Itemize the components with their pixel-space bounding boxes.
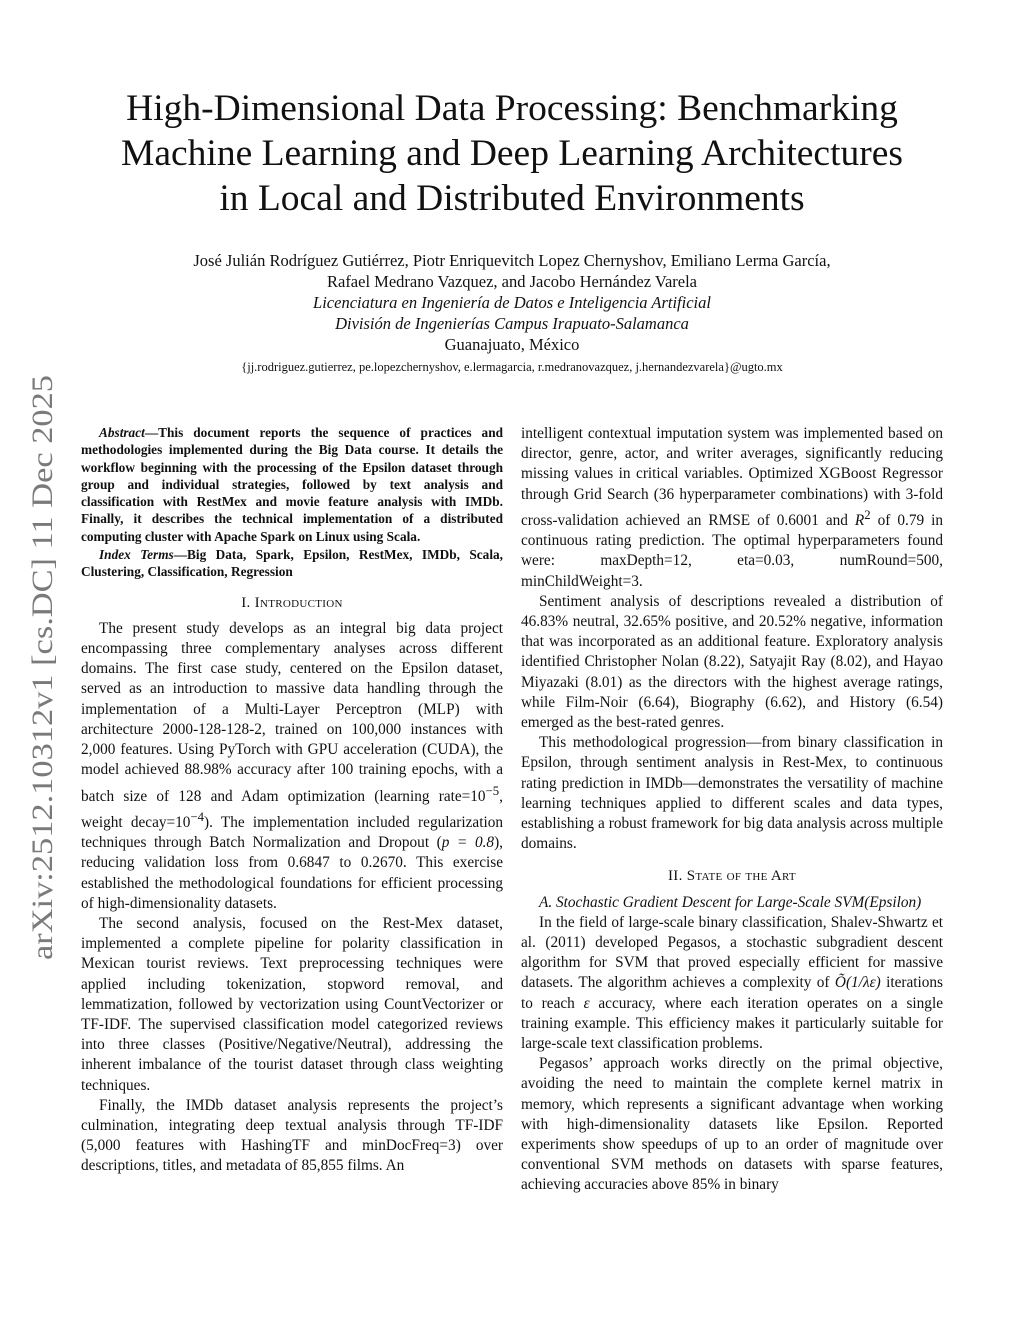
intro-paragraph: Sentiment analysis of descriptions revealed a distribution of 46.83% neutral, 32.65% positive, and 20.52% negative, information that was incorporated as an additional feature. Exploratory analysis identified Christopher Nolan (8.22), Satyajit Ray (8.02), and Hayao Miyazaki (8.01) as the directors with the highest average ratings, while Film-Noir (6.64), Biography (6.62), and History (6.54) emerged as the best-rated genres. [521,592,943,731]
title-line: High-Dimensional Data Processing: Benchmarking [126,88,898,129]
intro-paragraph: The second analysis, focused on the Rest-Mex dataset, implemented a complete pipeline for polarity classification in Mexican tourist reviews. Text preprocessing techniques were applied including tokenization, stopword removal, and lemmatization, followed by vectorization using CountVectorizer or TF-IDF. The supervised classification model categorized reviews into three classes (Positive/Negative/Neutral), addressing the inherent imbalance of the tourist dataset through class weighting techniques. [81,914,503,1094]
section-heading-state-of-the-art: II. State of the Art [668,868,796,885]
title-line: Machine Learning and Deep Learning Architectures [121,133,903,174]
section-heading-introduction: I. Introduction [241,594,343,611]
author-names: Rafael Medrano Vazquez, and Jacobo Hernández Varela [326,272,697,291]
intro-paragraph: This methodological progression—from binary classification in Epsilon, through sentiment analysis in Rest-Mex, to continuous rating prediction in IMDb—demonstrates the versatility of machine learning techniques applied to different scales and data types, establishing a robust framework for big data analysis across multiple domains. [521,734,943,853]
intro-paragraph: The present study develops as an integral big data project encompassing three complementary analyses across different domains. The first case study, centered on the Epsilon dataset, served as an introduction to massive data handling through the implementation of a Multi-Layer Perceptron (MLP) with architecture 2000-128-128-2, trained on 100,000 instances with 2,000 features. Using PyTorch with GPU acceleration (CUDA), the model achieved 88.98% accuracy after 100 training epochs, with a batch size of 128 and Adam optimization (learning $rate=10^{-5}$, weight $decay=10^{-4}$). The implementation included regularization techniques through Batch Normalization and Dropout (p = 0.8), reducing validation loss from 0.6847 to 0.2670. This exercise established the methodological foundations for efficient processing of high-dimensionality datasets. [81,619,503,912]
abstract-text: —This document reports the sequence of practices and methodologies implemented during the Big Data course. It details the workflow beginning with the processing of the Epsilon dataset through group and individual strategies, followed by text analysis and classification with RestMex and movie feature analysis with IMDb. Finally, it describes the technical implementation of a distributed computing cluster with Apache Spark on Linux using Scala. [81,425,503,544]
abstract [81,424,503,545]
index-terms-text: —Big Data, Spark, Epsilon, RestMex, IMDb, Scala, Clustering, Classification, Regression [81,547,503,580]
subsection-heading: A. Stochastic Gradient Descent for Large-Scale SVM(Epsilon) [539,893,922,911]
location: Guanajuato, México [444,335,580,354]
author-emails: {jj.rodriguez.gutierrez, pe.lopezchernyshov, e.lermagarcia, r.medranovazquez, j.hernandezvarela}@ugto.mx [241,360,783,374]
left-column [81,424,503,1177]
abstract-label: Abstract [99,425,145,440]
index-terms [81,546,503,581]
paper-title [70,86,954,221]
intro-paragraph: intelligent contextual imputation system was implemented based on director, genre, actor, and writer averages, significantly reducing missing values in critical variables. Optimized XGBoost Regressor through Grid Search (36 hyperparameter combinations) with 3-fold cross-validation achieved an RMSE of 0.6001 and $R^2$ of 0.79 in continuous rating prediction. The optimal hyperparameters found were: maxDepth=12, eta=0.03, numRound=500, minChildWeight=3. [521,425,943,590]
affiliation: Licenciatura en Ingeniería de Datos e Inteligencia Artificial [313,293,711,312]
intro-paragraph: Finally, the IMDb dataset analysis represents the project’s culmination, integrating deep textual analysis through TF-IDF (5,000 features with HashingTF and minDocFreq=3) over descriptions, titles, and metadata of 85,855 films. An [81,1096,503,1175]
arxiv-id: arXiv:2512.10312v1 [cs.DC] 11 Dec 2025 [26,449,59,960]
right-column [521,424,943,1196]
title-line: in Local and Distributed Environments [219,178,805,219]
affiliation: División de Ingenierías Campus Irapuato-Salamanca [335,314,689,333]
soa-paragraph: In the field of large-scale binary classification, Shalev-Shwartz et al. (2011) developed Pegasos, a stochastic subgradient descent algorithm for SVM that proved especially efficient for massive datasets. The algorithm achieves a complexity of Õ(1/λε) iterations to reach ε accuracy, where each iteration operates on a single training example. This efficiency makes it particularly suitable for large-scale text classification problems. [521,913,944,1052]
author-names: José Julián Rodríguez Gutiérrez, Piotr Enriquevitch Lopez Chernyshov, Emiliano Lerma García, [193,251,831,270]
soa-paragraph: Pegasos’ approach works directly on the primal objective, avoiding the need to maintain the complete kernel matrix in memory, which represents a significant advantage when working with high-dimensionality datasets like Epsilon. Reported experiments show speedups of up to an order of magnitude over conventional SVM methods on datasets with sparse features, achieving accuracies above 85% in binary [521,1055,943,1194]
author-block [100,250,924,378]
index-terms-label: Index Terms [99,547,174,563]
arxiv-stamp [8,370,68,970]
